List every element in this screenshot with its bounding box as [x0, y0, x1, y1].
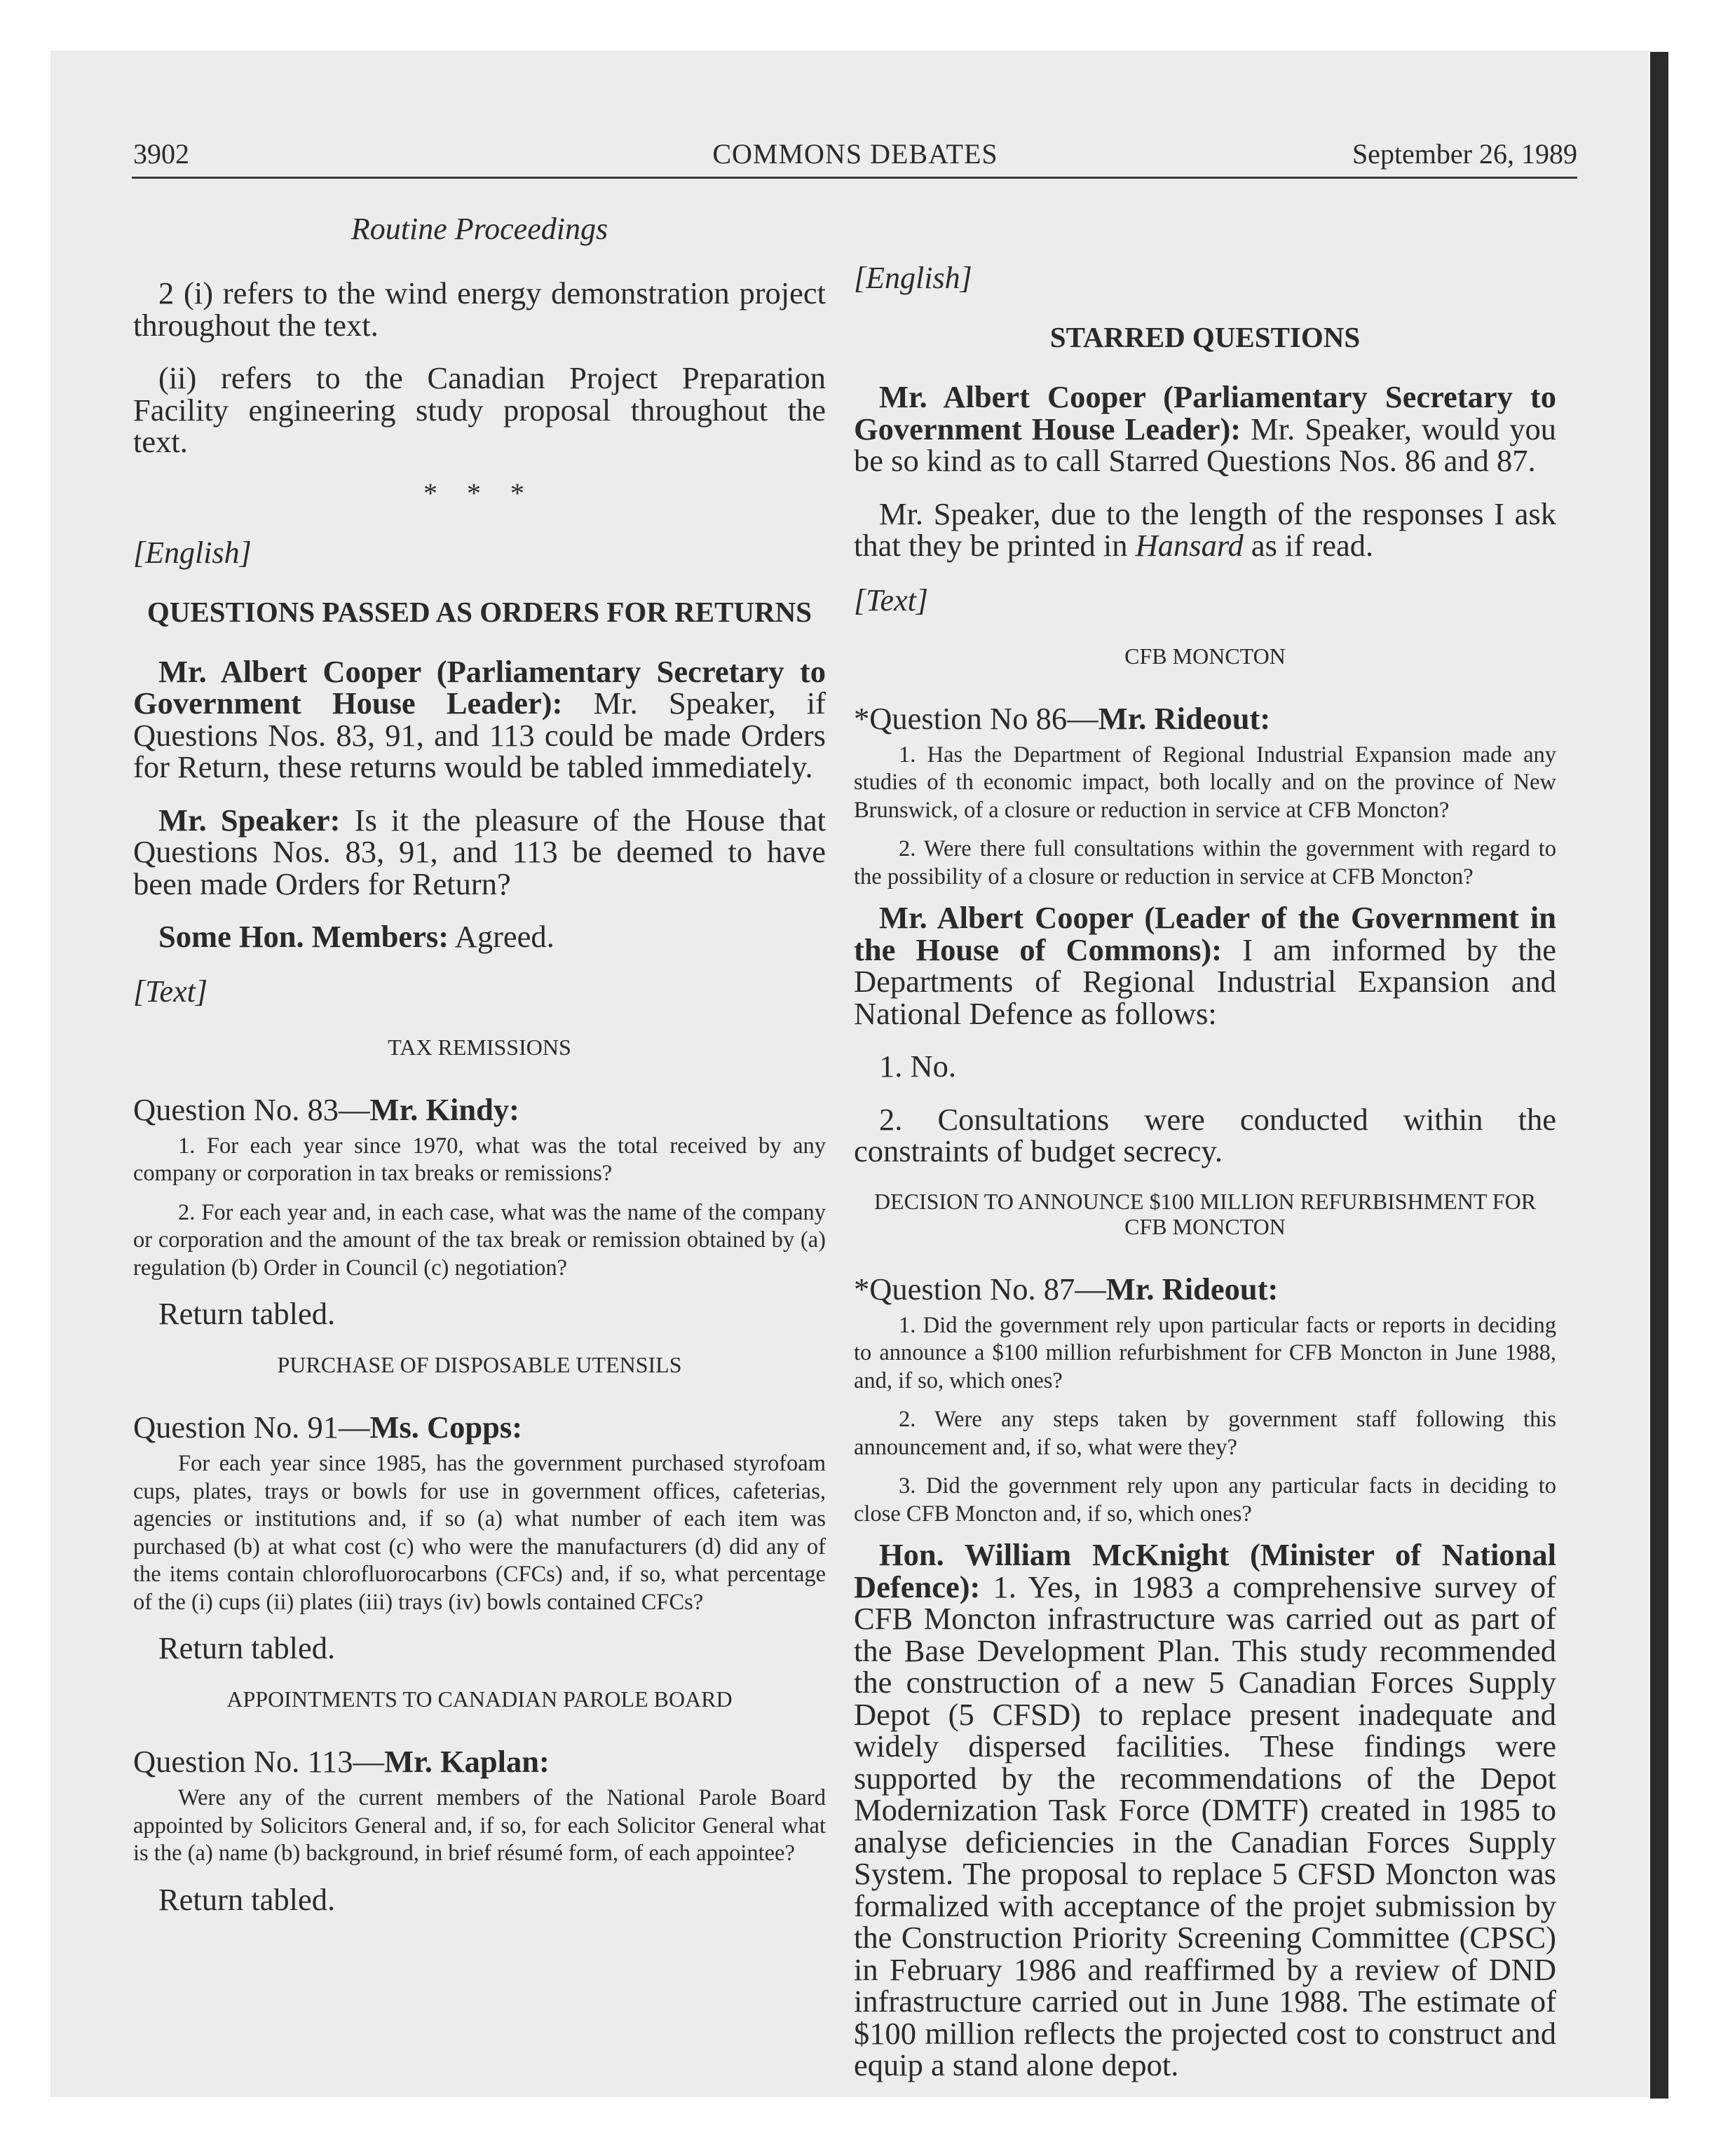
question-label: *Question No 86— [854, 700, 1098, 736]
text-marker: [Text] [133, 974, 207, 1009]
question-item: 2. Were there full consultations within the government with regard to the possibility of a closure or reduction in service at CFB Moncton? [854, 836, 1556, 889]
speech-text: Mr. Speaker, due to the length of the responses I ask that they be printed in [854, 496, 1556, 563]
language-marker: [English] [133, 535, 252, 570]
question-item: 3. Did the government rely upon any particular facts in deciding to close CFB Moncton and, if so, which ones? [854, 1473, 1556, 1527]
question-member: Ms. Copps: [369, 1410, 523, 1445]
question-member: Mr. Rideout: [1098, 700, 1271, 736]
question-title: DECISION TO ANNOUNCE $100 MILLION REFURBISHMENT FOR CFB MONCTON [873, 1188, 1537, 1239]
speech-text: Is it the pleasure of the House that Questions Nos. 83, 91, and 113 be deemed to have been made Orders for Return? [133, 802, 826, 901]
return-tabled: Return tabled. [158, 1881, 336, 1917]
language-marker: [English] [854, 261, 972, 295]
question-member: Mr. Kaplan: [384, 1744, 550, 1779]
question-item: For each year since 1985, has the government purchased styrofoam cups, plates, trays or bowls for use in government offices, cafeterias, agencies or institutions and, if so (a) what number of each item was purchased (b) at what cost (c) who were the manufacturers (d) did any of the items contain chlorofluorocarbons (CFCs) and, if so, what percentage of the (i) cups (ii) plates (iii) trays (iv) bowls contained CFCs? [133, 1451, 826, 1615]
speaker-name: Some Hon. Members: [158, 919, 449, 954]
question-line [854, 701, 1556, 736]
question-title: PURCHASE OF DISPOSABLE UTENSILS [277, 1352, 682, 1377]
speaker-name: Mr. Albert Cooper (Leader of the Government in the House of Commons): [854, 900, 1556, 967]
running-header [133, 137, 1577, 179]
question-member: Mr. Rideout: [1105, 1271, 1279, 1306]
speech-text: as if read. [1243, 528, 1374, 563]
question-label: Question No. 113— [133, 1744, 385, 1779]
question-label: *Question No. 87— [854, 1271, 1106, 1306]
question-title: CFB MONCTON [1124, 643, 1286, 669]
right-column [854, 261, 1556, 2103]
speech-paragraph [854, 902, 1556, 1030]
text-marker: [Text] [854, 582, 928, 618]
left-column [133, 203, 826, 1938]
question-line [854, 1271, 1556, 1306]
section-heading: QUESTIONS PASSED AS ORDERS FOR RETURNS [147, 595, 812, 628]
question-title: TAX REMISSIONS [388, 1034, 571, 1060]
question-line [133, 1092, 826, 1127]
speech-text: Agreed. [449, 919, 554, 954]
speech-text: 1. Yes, in 1983 a comprehensive survey of CFB Moncton infrastructure was carried out as part of the Base Development Plan. This study recommended the construction of a new 5 Canadian Forces Supply Depot (5 CFSD) to replace present inadequate and widely dispersed facilities. These findings were supported by the recommendations of the Depot Modernization Task Force (DMTF) created in 1985 to analyse deficiencies in the Canadian Forces Supply System. The proposal to replace 5 CFSD Moncton was formalized with acceptance of the projet submission by the Construction Priority Screening Committee (CPSC) in February 1986 and reaffirmed by a review of DND infrastructure carried out in June 1988. The estimate of $100 million reflects the projected cost to construct and equip a stand alone depot. [854, 1569, 1556, 2082]
speech-text: I am informed by the Departments of Regional Industrial Expansion and National Defence as follows: [854, 932, 1556, 1031]
speech-text: Mr. Speaker, if Questions Nos. 83, 91, and 113 could be made Orders for Return, these returns would be tabled immediately. [133, 685, 826, 784]
answer-item: 2. Consultations were conducted within the constraints of budget secrecy. [854, 1101, 1556, 1168]
publication-title: COMMONS DEBATES [712, 138, 998, 170]
paragraph: (ii) refers to the Canadian Project Preparation Facility engineering study proposal throughout the text. [133, 360, 826, 459]
speaker-name: Mr. Albert Cooper (Parliamentary Secretary to Government House Leader): [854, 379, 1556, 446]
question-item: 1. Did the government rely upon particular facts or reports in deciding to announce a $100 million refurbishment for CFB Moncton in June 1988, and, if so, which ones? [854, 1312, 1556, 1393]
question-member: Mr. Kindy: [369, 1091, 519, 1127]
speech-text: Mr. Speaker, would you be so kind as to call Starred Questions Nos. 86 and 87. [854, 411, 1556, 478]
question-item: 1. For each year since 1970, what was the total received by any company or corporation in tax breaks or remissions? [133, 1133, 826, 1186]
question-line [133, 1410, 826, 1445]
question-label: Question No. 91— [133, 1410, 370, 1445]
question-item: Were any of the current members of the National Parole Board appointed by Solicitors General and, if so, for each Solicitor General what is the (a) name (b) background, in brief résumé form, of each appointee? [133, 1785, 826, 1866]
speaker-name: Mr. Speaker: [158, 802, 341, 838]
speech-paragraph [854, 498, 1556, 562]
speaker-name: Hon. William McKnight (Minister of National Defence): [854, 1537, 1556, 1604]
section-heading: STARRED QUESTIONS [1049, 321, 1361, 353]
return-tabled: Return tabled. [158, 1296, 336, 1331]
speaker-name: Mr. Albert Cooper (Parliamentary Secretary to Government House Leader): [133, 653, 826, 721]
speech-paragraph [133, 653, 826, 784]
paragraph: 2 (i) refers to the wind energy demonstration project throughout the text. [133, 275, 826, 343]
publication-date: September 26, 1989 [1352, 138, 1577, 170]
publication-name: Hansard [1135, 528, 1244, 563]
question-label: Question No. 83— [133, 1091, 370, 1127]
answer-item: 1. No. [879, 1049, 957, 1084]
return-tabled: Return tabled. [158, 1630, 336, 1665]
question-item: 2. Were any steps taken by government staff following this announcement and, if so, what were they? [854, 1407, 1556, 1460]
speech-paragraph [854, 1539, 1556, 2082]
question-title: APPOINTMENTS TO CANADIAN PAROLE BOARD [226, 1686, 733, 1712]
speech-paragraph [133, 802, 826, 901]
section-separator: * * * [423, 477, 536, 509]
question-line [133, 1744, 826, 1779]
speech-paragraph [133, 921, 826, 953]
question-item: 2. For each year and, in each case, what was the name of the company or corporation and the amount of the tax break or remission obtained by (a) regulation (b) Order in Council (c) negotiation? [133, 1199, 826, 1281]
header-rule [132, 177, 1577, 179]
section-header: Routine Proceedings [351, 212, 608, 246]
page-number: 3902 [133, 138, 189, 170]
speech-paragraph [854, 381, 1556, 477]
scan-edge-bar [1650, 52, 1668, 2099]
question-item: 1. Has the Department of Regional Industrial Expansion made any studies of th economic impact, both locally and on the province of New Brunswick, of a closure or reduction in service at CFB Moncton? [854, 742, 1556, 823]
